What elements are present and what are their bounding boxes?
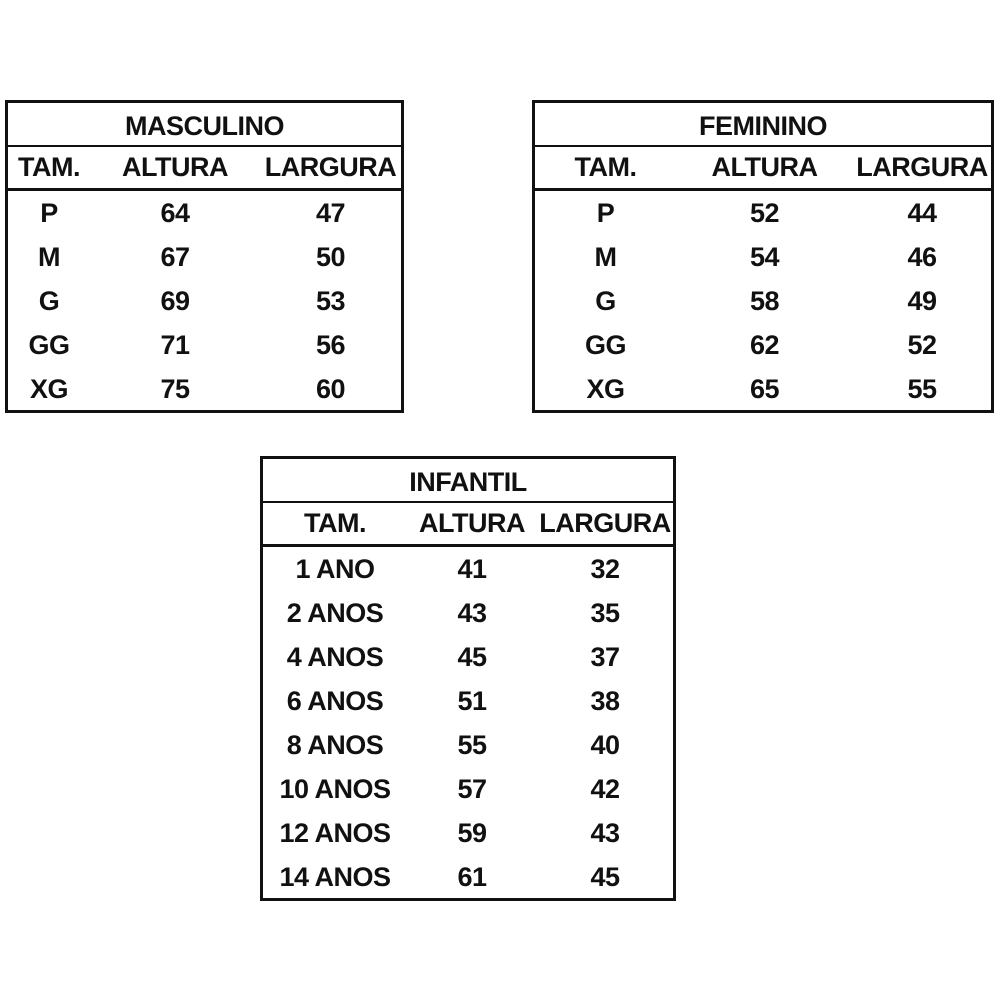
size-cell: 2 ANOS [286, 597, 384, 628]
width-cell: 60 [315, 373, 346, 404]
column-header-width: LARGURA [856, 152, 988, 182]
column-header-width: LARGURA [264, 152, 397, 182]
height-cell: 62 [749, 329, 780, 360]
table-row [8, 235, 401, 279]
table-body [8, 191, 401, 411]
size-cell: GG [28, 329, 70, 360]
height-cell: 41 [457, 553, 487, 584]
size-table-feminino [532, 100, 994, 413]
size-cell: P [40, 197, 58, 228]
column-header-size: TAM. [18, 152, 80, 182]
width-cell: 45 [590, 861, 620, 892]
column-header-height: ALTURA [419, 508, 525, 538]
height-cell: 64 [160, 197, 190, 228]
table-title: INFANTIL [263, 459, 673, 503]
column-header-height: ALTURA [711, 152, 818, 182]
height-cell: 51 [457, 685, 487, 716]
size-cell: 12 ANOS [279, 817, 391, 848]
column-header-height: ALTURA [122, 152, 228, 182]
height-cell: 55 [457, 729, 487, 760]
table-header-row [8, 147, 401, 191]
size-cell: 10 ANOS [279, 773, 391, 804]
width-cell: 40 [590, 729, 620, 760]
height-cell: 45 [457, 641, 487, 672]
column-header-size: TAM. [574, 152, 637, 182]
size-cell: M [594, 241, 617, 272]
size-cell: 4 ANOS [286, 641, 384, 672]
table-body [263, 547, 673, 899]
height-cell: 65 [749, 373, 780, 404]
width-cell: 53 [315, 285, 346, 316]
height-cell: 43 [457, 597, 487, 628]
height-cell: 59 [457, 817, 487, 848]
size-table-masculino [5, 100, 404, 413]
table-row [263, 679, 673, 723]
height-cell: 54 [749, 241, 780, 272]
table-row [263, 767, 673, 811]
width-cell: 44 [907, 197, 937, 228]
height-cell: 71 [160, 329, 190, 360]
width-cell: 38 [590, 685, 620, 716]
width-cell: 43 [590, 817, 620, 848]
width-cell: 56 [315, 329, 346, 360]
table-row [8, 367, 401, 411]
width-cell: 37 [590, 641, 620, 672]
table-row [535, 191, 991, 235]
size-cell: 14 ANOS [279, 861, 391, 892]
size-cell: G [595, 285, 616, 316]
table-row [263, 723, 673, 767]
table-row [263, 855, 673, 899]
column-header-size: TAM. [304, 508, 366, 538]
height-cell: 75 [160, 373, 190, 404]
size-cell: P [596, 197, 615, 228]
column-header-width: LARGURA [539, 508, 671, 538]
size-table-infantil [260, 456, 676, 901]
table-row [263, 591, 673, 635]
size-cell: 1 ANO [295, 553, 375, 584]
height-cell: 58 [749, 285, 780, 316]
table-row [263, 547, 673, 591]
table-row [8, 323, 401, 367]
table-row [263, 811, 673, 855]
height-cell: 69 [160, 285, 190, 316]
width-cell: 55 [907, 373, 937, 404]
size-cell: XG [586, 373, 625, 404]
table-header-row [263, 503, 673, 547]
height-cell: 52 [749, 197, 780, 228]
width-cell: 49 [907, 285, 937, 316]
table-row [535, 323, 991, 367]
width-cell: 46 [907, 241, 937, 272]
table-row [535, 235, 991, 279]
table-title: MASCULINO [8, 103, 401, 147]
width-cell: 47 [315, 197, 346, 228]
table-row [263, 635, 673, 679]
height-cell: 61 [457, 861, 487, 892]
width-cell: 42 [590, 773, 620, 804]
table-body [535, 191, 991, 411]
width-cell: 32 [590, 553, 620, 584]
size-cell: M [38, 241, 60, 272]
height-cell: 67 [160, 241, 190, 272]
table-row [8, 279, 401, 323]
table-title: FEMININO [535, 103, 991, 147]
size-cell: XG [29, 373, 68, 404]
table-row [8, 191, 401, 235]
table-row [535, 367, 991, 411]
size-cell: 8 ANOS [286, 729, 384, 760]
table-header-row [535, 147, 991, 191]
size-cell: GG [584, 329, 626, 360]
size-cell: 6 ANOS [286, 685, 384, 716]
height-cell: 57 [457, 773, 487, 804]
table-row [535, 279, 991, 323]
width-cell: 52 [907, 329, 937, 360]
size-cell: G [38, 285, 60, 316]
width-cell: 35 [590, 597, 620, 628]
width-cell: 50 [315, 241, 346, 272]
